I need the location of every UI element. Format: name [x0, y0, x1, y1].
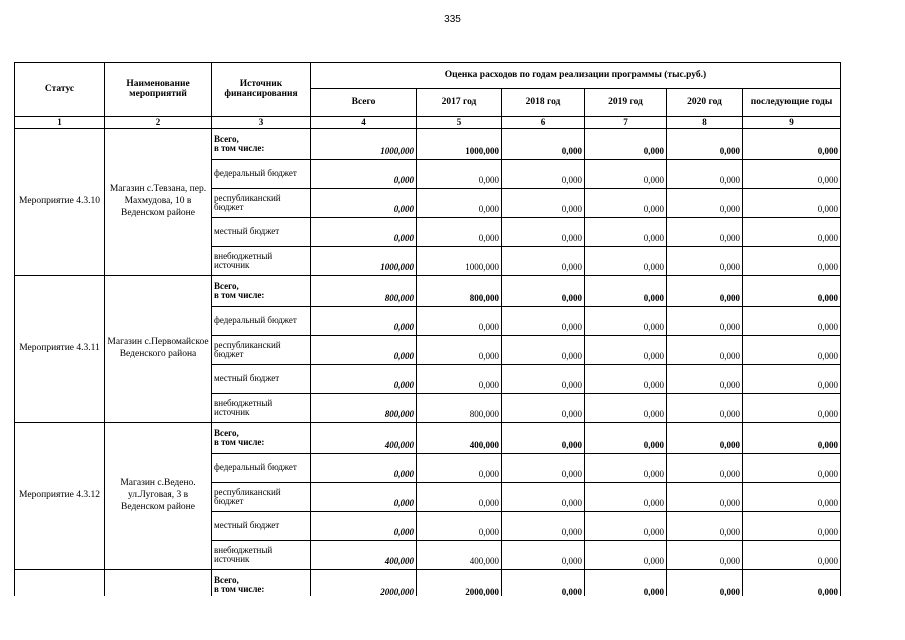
value-cell: 0,000 [585, 276, 667, 307]
value-cell: 2000,000 [417, 570, 502, 597]
event-name-cell: Магазин с.Первомайское Веденского района [105, 276, 212, 423]
expenses-table [14, 62, 841, 596]
value-cell: 0,000 [502, 365, 585, 394]
table-row [15, 423, 841, 454]
value-cell: 0,000 [417, 365, 502, 394]
value-cell: 0,000 [585, 394, 667, 423]
header-source: Источник финансирования [212, 63, 311, 117]
col-number: 2 [105, 117, 212, 129]
source-total-line1: Всего, [214, 133, 239, 144]
value-cell: 0,000 [502, 276, 585, 307]
value-total-cell: 800,000 [311, 394, 417, 423]
source-cell: местный бюджет [212, 365, 311, 394]
source-total-cell [212, 276, 311, 307]
value-cell: 0,000 [502, 541, 585, 570]
value-cell: 0,000 [667, 218, 743, 247]
value-cell: 1000,000 [417, 247, 502, 276]
value-total-cell: 400,000 [311, 541, 417, 570]
value-cell: 0,000 [417, 307, 502, 336]
header-status: Статус [15, 63, 105, 117]
value-cell: 0,000 [502, 394, 585, 423]
value-cell: 0,000 [585, 189, 667, 218]
source-total-line1: Всего, [214, 427, 239, 438]
value-cell: 0,000 [502, 129, 585, 160]
value-cell: 0,000 [585, 541, 667, 570]
value-cell: 0,000 [417, 512, 502, 541]
column-numbers-row [15, 117, 841, 129]
value-cell: 0,000 [502, 189, 585, 218]
value-total-cell: 0,000 [311, 218, 417, 247]
source-cell: внебюджетный источник [212, 247, 311, 276]
source-total-line2: в том числе: [214, 584, 265, 594]
source-cell: республиканский бюджет [212, 483, 311, 512]
source-cell: федеральный бюджет [212, 454, 311, 483]
event-name-cell: Магазин с.Тевзана, пер. Махмудова, 10 в Веденском районе [105, 129, 212, 276]
col-number: 4 [311, 117, 417, 129]
value-cell: 0,000 [667, 307, 743, 336]
value-cell: 0,000 [667, 454, 743, 483]
value-total-cell: 0,000 [311, 454, 417, 483]
value-cell: 0,000 [417, 189, 502, 218]
header-2017: 2017 год [417, 89, 502, 117]
source-total-line2: в том числе: [214, 290, 265, 300]
value-cell: 0,000 [667, 394, 743, 423]
value-cell: 0,000 [743, 423, 841, 454]
header-2019: 2019 год [585, 89, 667, 117]
source-cell: внебюджетный источник [212, 541, 311, 570]
value-cell: 0,000 [502, 454, 585, 483]
value-total-cell: 0,000 [311, 512, 417, 541]
value-total-cell: 800,000 [311, 276, 417, 307]
source-total-line1: Всего, [214, 280, 239, 291]
value-cell: 0,000 [585, 307, 667, 336]
value-cell: 0,000 [417, 336, 502, 365]
value-cell: 0,000 [667, 570, 743, 597]
event-name-cell [105, 570, 212, 597]
value-cell: 0,000 [743, 541, 841, 570]
value-cell: 0,000 [743, 247, 841, 276]
value-cell: 0,000 [585, 483, 667, 512]
value-cell: 0,000 [743, 218, 841, 247]
source-cell: местный бюджет [212, 512, 311, 541]
value-cell: 0,000 [743, 129, 841, 160]
source-cell: республиканский бюджет [212, 189, 311, 218]
value-cell: 0,000 [743, 307, 841, 336]
value-total-cell: 2000,000 [311, 570, 417, 597]
value-total-cell: 0,000 [311, 160, 417, 189]
value-cell: 0,000 [417, 160, 502, 189]
header-total: Всего [311, 89, 417, 117]
event-name-cell: Магазин с.Ведено. ул.Луговая, 3 в Веденском районе [105, 423, 212, 570]
value-cell: 1000,000 [417, 129, 502, 160]
value-cell: 0,000 [667, 276, 743, 307]
table-row [15, 129, 841, 160]
col-number: 8 [667, 117, 743, 129]
value-cell: 0,000 [743, 570, 841, 597]
value-cell: 0,000 [585, 570, 667, 597]
value-cell: 0,000 [743, 365, 841, 394]
value-cell: 0,000 [502, 512, 585, 541]
value-cell: 800,000 [417, 276, 502, 307]
value-cell: 0,000 [585, 423, 667, 454]
value-cell: 0,000 [743, 336, 841, 365]
value-total-cell: 0,000 [311, 336, 417, 365]
value-cell: 0,000 [502, 160, 585, 189]
value-cell: 0,000 [585, 365, 667, 394]
value-cell: 0,000 [502, 307, 585, 336]
value-cell: 0,000 [417, 483, 502, 512]
value-cell: 0,000 [667, 423, 743, 454]
value-cell: 0,000 [502, 570, 585, 597]
value-cell: 400,000 [417, 423, 502, 454]
value-cell: 0,000 [743, 160, 841, 189]
value-cell: 0,000 [743, 394, 841, 423]
value-cell: 0,000 [667, 247, 743, 276]
value-cell: 0,000 [585, 512, 667, 541]
value-total-cell: 0,000 [311, 365, 417, 394]
header-group: Оценка расходов по годам реализации программы (тыс.руб.) [311, 63, 841, 89]
col-number: 1 [15, 117, 105, 129]
value-cell: 0,000 [585, 218, 667, 247]
value-cell: 0,000 [585, 454, 667, 483]
value-cell: 0,000 [502, 483, 585, 512]
page-number: 335 [444, 14, 461, 25]
value-cell: 0,000 [667, 129, 743, 160]
col-number: 3 [212, 117, 311, 129]
source-cell: федеральный бюджет [212, 307, 311, 336]
value-total-cell: 1000,000 [311, 129, 417, 160]
value-cell: 0,000 [743, 483, 841, 512]
col-number: 9 [743, 117, 841, 129]
value-cell: 0,000 [585, 129, 667, 160]
col-number: 5 [417, 117, 502, 129]
status-cell: Мероприятие 4.3.10 [15, 129, 105, 276]
value-cell: 0,000 [743, 276, 841, 307]
value-cell: 0,000 [667, 336, 743, 365]
source-cell: федеральный бюджет [212, 160, 311, 189]
source-total-line2: в том числе: [214, 143, 265, 153]
value-cell: 0,000 [502, 336, 585, 365]
value-cell: 0,000 [667, 541, 743, 570]
source-total-line2: в том числе: [214, 437, 265, 447]
value-total-cell: 400,000 [311, 423, 417, 454]
value-cell: 0,000 [585, 247, 667, 276]
header-name: Наименование мероприятий [105, 63, 212, 117]
header-2020: 2020 год [667, 89, 743, 117]
value-cell: 0,000 [585, 160, 667, 189]
value-cell: 800,000 [417, 394, 502, 423]
status-cell [15, 570, 105, 597]
source-total-line1: Всего, [214, 574, 239, 585]
value-total-cell: 0,000 [311, 189, 417, 218]
col-number: 6 [502, 117, 585, 129]
value-cell: 0,000 [743, 454, 841, 483]
table-row [15, 570, 841, 597]
value-total-cell: 1000,000 [311, 247, 417, 276]
value-cell: 0,000 [743, 189, 841, 218]
value-cell: 0,000 [667, 512, 743, 541]
header-later: последующие годы [743, 89, 841, 117]
status-cell: Мероприятие 4.3.11 [15, 276, 105, 423]
value-cell: 0,000 [743, 512, 841, 541]
header-2018: 2018 год [502, 89, 585, 117]
value-cell: 0,000 [667, 160, 743, 189]
value-cell: 0,000 [502, 247, 585, 276]
value-cell: 0,000 [417, 218, 502, 247]
value-cell: 0,000 [667, 483, 743, 512]
source-total-cell [212, 129, 311, 160]
source-cell: местный бюджет [212, 218, 311, 247]
value-cell: 0,000 [502, 423, 585, 454]
value-cell: 0,000 [417, 454, 502, 483]
value-cell: 400,000 [417, 541, 502, 570]
table-row [15, 276, 841, 307]
source-total-cell [212, 570, 311, 597]
value-total-cell: 0,000 [311, 483, 417, 512]
source-cell: республиканский бюджет [212, 336, 311, 365]
value-cell: 0,000 [585, 336, 667, 365]
value-cell: 0,000 [667, 189, 743, 218]
value-total-cell: 0,000 [311, 307, 417, 336]
source-cell: внебюджетный источник [212, 394, 311, 423]
status-cell: Мероприятие 4.3.12 [15, 423, 105, 570]
source-total-cell [212, 423, 311, 454]
value-cell: 0,000 [667, 365, 743, 394]
col-number: 7 [585, 117, 667, 129]
value-cell: 0,000 [502, 218, 585, 247]
